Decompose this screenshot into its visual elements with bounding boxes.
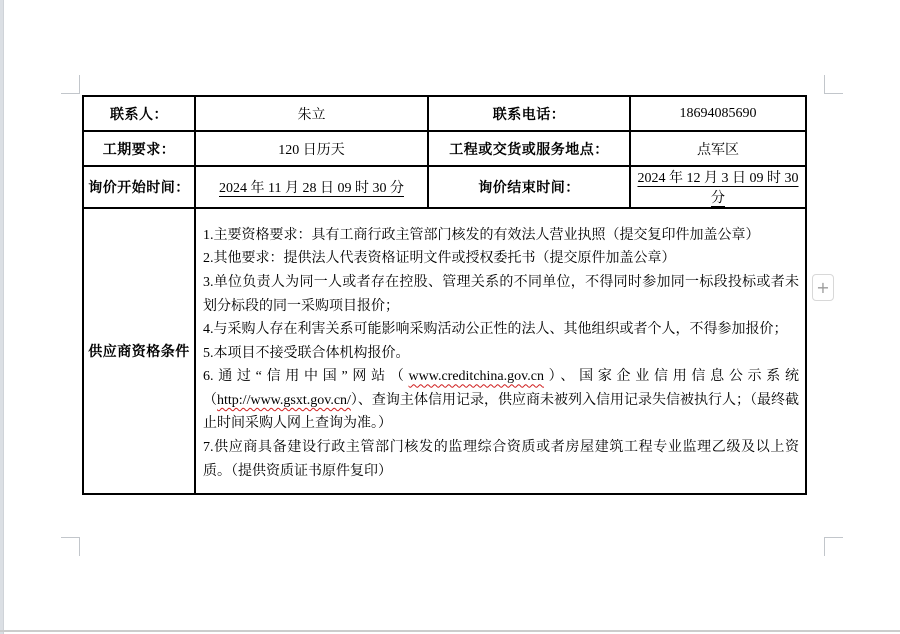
qualification-item — [203, 271, 799, 318]
crop-mark-bottom-right — [824, 537, 843, 556]
qualification-text: 1.主要资格要求：具有工商行政主管部门核发的有效法人营业执照（提交复印件加盖公章） — [203, 227, 760, 243]
plus-button[interactable] — [812, 274, 834, 301]
url-text: http://www.gsxt.gov.cn/ — [217, 392, 351, 408]
qualification-item — [203, 436, 799, 483]
plus-icon: + — [816, 278, 830, 297]
row-value: 2024 年 11 月 28 日 09 时 30 分 — [195, 166, 428, 208]
supplier-qualification-label: 供应商资格条件 — [83, 208, 195, 494]
qualification-text: ）、国家企业信用信息公示系统（ — [203, 369, 799, 408]
url-text: www.creditchina.gov.cn — [408, 369, 544, 385]
row-value: 2024 年 12 月 3 日 09 时 30 分 — [630, 166, 806, 208]
crop-mark-top-left — [61, 75, 80, 94]
supplier-qualification-content — [195, 208, 806, 494]
row-label: 联系人： — [83, 96, 195, 131]
qualification-text: 7.供应商具备建设行政主管部门核发的监理综合资质或者房屋建筑工程专业监理乙级及以上资质。（提供资质证书原件复印） — [203, 440, 799, 479]
qualification-item — [203, 365, 799, 436]
table-row-info — [83, 96, 806, 131]
qualification-text: ）、查询主体信用记录，供应商未被列入信用记录失信被执行人；（最终截止时间采购人网上查询为准。） — [203, 392, 800, 432]
qualification-text: 2.其他要求：提供法人代表资格证明文件或授权委托书（提交原件加盖公章） — [203, 251, 676, 267]
qualification-text: 3.单位负责人为同一人或者存在控股、管理关系的不同单位，不得同时参加同一标段投标或者未划分标段的同一采购项目报价； — [203, 274, 799, 314]
row-value: 18694085690 — [630, 96, 806, 131]
crop-mark-top-right — [824, 75, 843, 94]
qualification-item — [203, 342, 799, 366]
qualification-text: 5.本项目不接受联合体机构报价。 — [203, 345, 410, 361]
row-value: 朱立 — [195, 96, 428, 131]
row-label: 工程或交货或服务地点： — [428, 131, 630, 166]
row-label: 询价结束时间： — [428, 166, 630, 208]
table-row-qualification — [83, 208, 806, 494]
row-label: 联系电话： — [428, 96, 630, 131]
qualification-item — [203, 318, 799, 342]
app-background-strip — [0, 0, 4, 634]
page-bottom-edge — [0, 630, 900, 632]
crop-mark-bottom-left — [61, 537, 80, 556]
row-label: 工期要求： — [83, 131, 195, 166]
qualification-text: 4.与采购人存在利害关系可能影响采购活动公正性的法人、其他组织或者个人，不得参加报价； — [203, 322, 788, 338]
row-label: 询价开始时间： — [83, 166, 195, 208]
qualification-text: 6.通过“信用中国”网站（ — [203, 369, 409, 385]
row-value: 点军区 — [630, 131, 806, 166]
inquiry-info-table — [82, 95, 807, 495]
qualification-item — [203, 247, 799, 271]
table-row-info — [83, 166, 806, 208]
table-row-info — [83, 131, 806, 166]
row-value: 120 日历天 — [195, 131, 428, 166]
qualification-item — [203, 224, 799, 248]
